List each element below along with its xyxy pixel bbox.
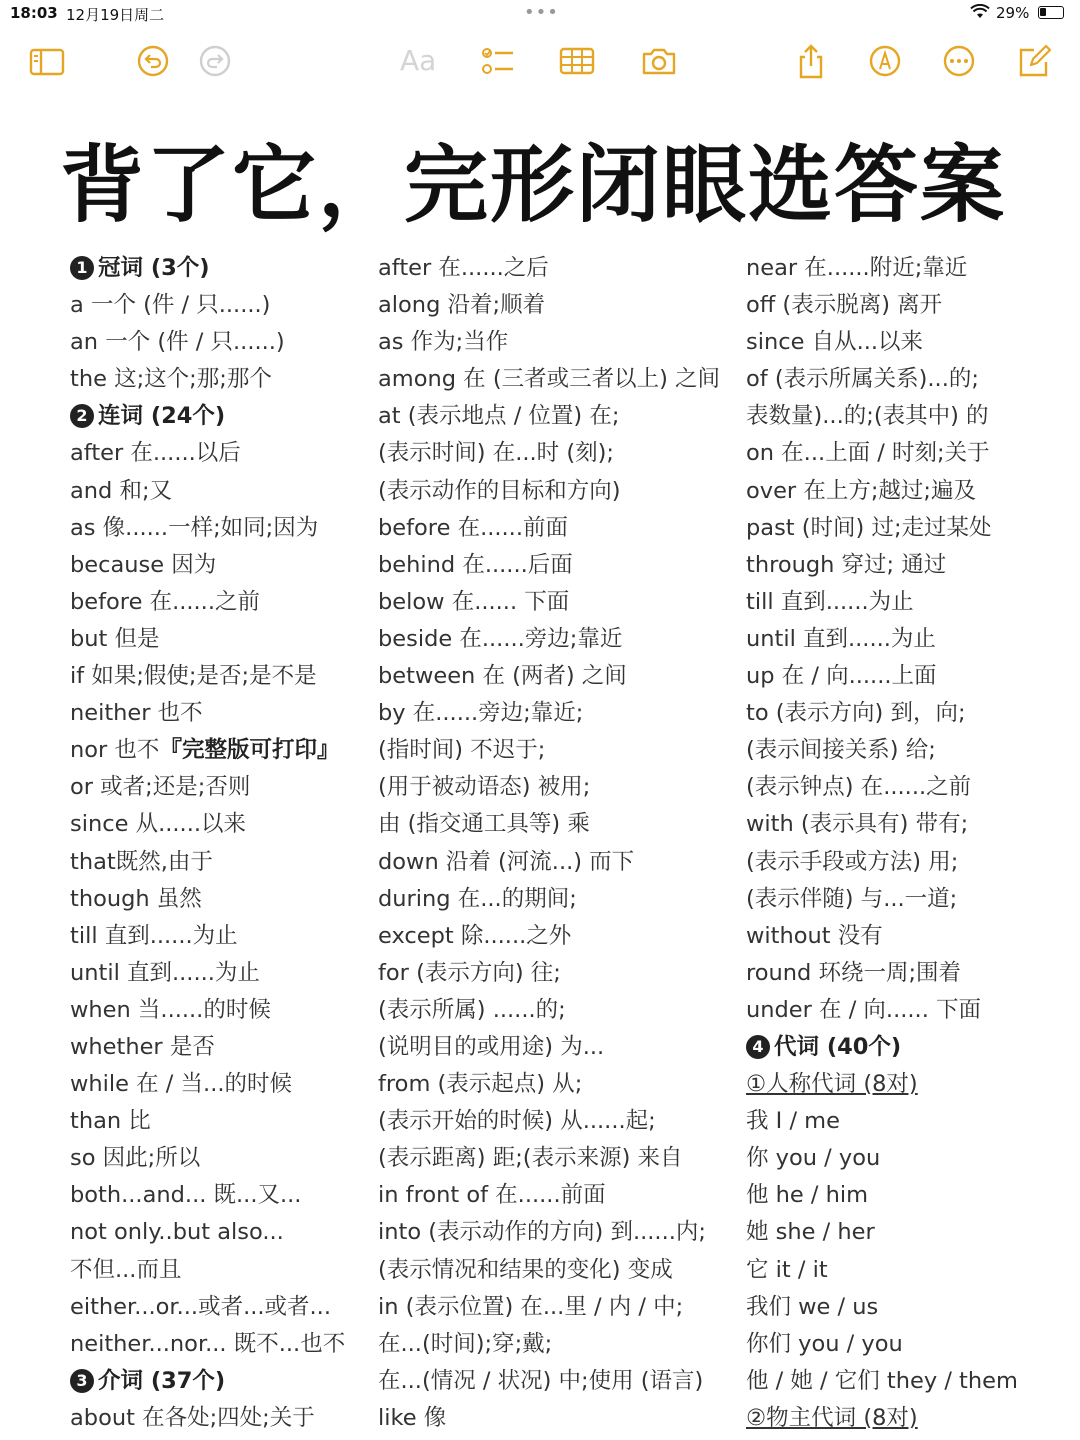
entry-text: during 在...的期间; [378, 885, 577, 912]
entry-text: 不但...而且 [70, 1256, 182, 1283]
undo-icon[interactable] [134, 42, 172, 80]
word-entry [746, 955, 1066, 992]
word-entry [378, 435, 748, 472]
entry-text: since 从......以来 [70, 811, 247, 838]
word-entry [746, 287, 1066, 324]
entry-text: a 一个 (件 / 只......) [70, 292, 271, 319]
redo-icon[interactable] [196, 42, 234, 80]
entry-text: (表示间接关系) 给; [746, 737, 936, 764]
entry-text: while 在 / 当...的时候 [70, 1071, 293, 1098]
entry-text: nor 也不 [70, 737, 160, 764]
word-entry [378, 769, 748, 806]
wifi-icon [970, 4, 990, 23]
entry-text: than 比 [70, 1108, 151, 1135]
word-entry [378, 1289, 748, 1326]
word-entry [378, 955, 748, 992]
entry-text: neither...nor... 既不...也不 [70, 1330, 346, 1357]
entry-text: except 除......之外 [378, 922, 572, 949]
entry-text: beside 在......旁边;靠近 [378, 625, 623, 652]
word-entry [746, 398, 1066, 435]
entry-text: past (时间) 过;走过某处 [746, 514, 992, 541]
multitasking-dots-icon[interactable]: ••• [524, 2, 559, 23]
word-entry [378, 1029, 748, 1066]
word-entry [746, 324, 1066, 361]
entry-text: as 作为;当作 [378, 329, 509, 356]
entry-text: (表示距离) 距;(表示来源) 来自 [378, 1145, 683, 1172]
word-entry [70, 844, 430, 881]
entry-text: in front of 在......前面 [378, 1182, 606, 1209]
status-date: 12月19日周二 [66, 6, 165, 24]
entry-text: at (表示地点 / 位置) 在; [378, 403, 620, 430]
entry-text: near 在......附近;靠近 [746, 255, 968, 281]
entry-text: until 直到......为止 [746, 625, 936, 652]
entry-text: 介词 (37个) [98, 1367, 226, 1394]
entry-text: (表示伴随) 与...一道; [746, 885, 958, 912]
word-entry [70, 547, 430, 584]
word-entry [746, 1289, 1066, 1326]
entry-text: 我们 we / us [746, 1293, 879, 1320]
word-entry [746, 1103, 1066, 1140]
entry-text: if 如果;假使;是否;是不是 [70, 663, 317, 690]
entry-text: 它 it / it [746, 1256, 828, 1283]
word-entry [746, 881, 1066, 918]
word-entry [70, 1400, 430, 1437]
entry-text: 她 she / her [746, 1219, 875, 1246]
word-entry [378, 1177, 748, 1214]
word-entry [746, 844, 1066, 881]
word-entry [70, 361, 430, 398]
entry-text: (表示动作的目标和方向) [378, 477, 621, 504]
word-entry [746, 584, 1066, 621]
entry-text: among 在 (三者或三者以上) 之间 [378, 366, 721, 393]
format-text-button[interactable]: Aa [400, 44, 437, 77]
word-entry [70, 881, 430, 918]
column-3 [746, 250, 1066, 1437]
word-entry [378, 1326, 748, 1363]
word-entry [378, 1066, 748, 1103]
word-entry [378, 250, 748, 287]
entry-text: by 在......旁边;靠近; [378, 700, 584, 727]
word-entry [378, 1363, 748, 1400]
printable-note: 『完整版可打印』 [159, 737, 340, 764]
word-entry [378, 1103, 748, 1140]
word-entry [70, 658, 430, 695]
word-entry [746, 1363, 1066, 1400]
entry-text: without 没有 [746, 922, 883, 949]
entry-text: neither 也不 [70, 700, 203, 727]
word-entry [378, 918, 748, 955]
entry-text: before 在......之前 [70, 588, 260, 615]
entry-text: 你 you / you [746, 1145, 881, 1172]
entry-text: to (表示方向) 到，向; [746, 700, 966, 727]
entry-text: after 在......以后 [70, 440, 241, 467]
entry-text: in (表示位置) 在...里 / 内 / 中; [378, 1293, 684, 1320]
sub-heading [746, 1066, 1066, 1103]
section-heading [746, 1029, 1066, 1066]
entry-text: for (表示方向) 往; [378, 959, 561, 986]
section-heading [70, 1363, 430, 1400]
entry-text: over 在上方;越过;遍及 [746, 477, 976, 504]
word-entry [746, 1140, 1066, 1177]
entry-text: 在...(时间);穿;戴; [378, 1330, 553, 1357]
compose-icon[interactable] [1016, 42, 1054, 80]
entry-text: when 当......的时候 [70, 996, 271, 1023]
entry-text: till 直到......为止 [746, 588, 914, 615]
battery-percent: 29% [996, 4, 1030, 22]
entry-text: after 在......之后 [378, 255, 549, 281]
entry-text: before 在......前面 [378, 514, 568, 541]
section-number-badge: 4 [746, 1035, 770, 1059]
word-entry [70, 1289, 430, 1326]
word-entry [746, 621, 1066, 658]
entry-text: 你们 you / you [746, 1330, 903, 1357]
column-2 [378, 250, 748, 1437]
word-entry [70, 955, 430, 992]
word-entry [70, 1252, 430, 1289]
word-entry [746, 992, 1066, 1029]
entry-text: 他 he / him [746, 1182, 869, 1209]
word-entry [70, 1029, 430, 1066]
word-entry [746, 1177, 1066, 1214]
entry-text: not only..but also... [70, 1219, 284, 1246]
status-bar [0, 0, 1080, 28]
table-icon[interactable] [558, 42, 596, 80]
column-1 [70, 250, 430, 1437]
word-entry [70, 1140, 430, 1177]
word-entry [70, 324, 430, 361]
word-entry [746, 769, 1066, 806]
word-entry [378, 398, 748, 435]
entry-text: 在...(情况 / 状况) 中;使用 (语言) [378, 1367, 704, 1394]
word-entry [378, 584, 748, 621]
section-number-badge: 3 [70, 1369, 94, 1393]
entry-text: so 因此;所以 [70, 1145, 201, 1172]
word-entry [70, 621, 430, 658]
entry-text: below 在...... 下面 [378, 588, 570, 615]
word-entry [70, 510, 430, 547]
entry-text: (表示钟点) 在......之前 [746, 774, 972, 801]
entry-text: along 沿着;顺着 [378, 292, 546, 319]
word-entry [378, 1252, 748, 1289]
entry-text: and 和;又 [70, 477, 173, 504]
entry-text: 表数量)...的;(表其中) 的 [746, 403, 989, 430]
entry-text: with (表示具有) 带有; [746, 811, 969, 838]
word-entry [746, 806, 1066, 843]
section-heading [70, 398, 430, 435]
entry-text: up 在 / 向......上面 [746, 663, 937, 690]
entry-text: of (表示所属关系)...的; [746, 366, 979, 393]
entry-text: or 或者;还是;否则 [70, 774, 251, 801]
word-entry [70, 1214, 430, 1251]
entry-text: until 直到......为止 [70, 959, 260, 986]
entry-text: ②物主代词 (8对) [746, 1404, 918, 1431]
entry-text: down 沿着 (河流...) 而下 [378, 848, 635, 875]
word-entry [746, 547, 1066, 584]
entry-text: from (表示起点) 从; [378, 1071, 583, 1098]
camera-icon[interactable] [640, 42, 678, 80]
word-entry [746, 658, 1066, 695]
entry-text: whether 是否 [70, 1033, 215, 1060]
word-entry [378, 658, 748, 695]
word-entry [378, 621, 748, 658]
entry-text: either...or...或者...或者... [70, 1293, 331, 1320]
word-entry [70, 1326, 430, 1363]
sidebar-icon[interactable] [28, 42, 66, 80]
word-entry [70, 473, 430, 510]
entry-text: between 在 (两者) 之间 [378, 663, 627, 690]
word-entry [70, 695, 430, 732]
entry-text: though 虽然 [70, 885, 202, 912]
entry-text: through 穿过; 通过 [746, 551, 947, 578]
word-entry [378, 881, 748, 918]
note-title: 背了它，完形闭眼选答案 [60, 136, 1007, 234]
word-entry [746, 361, 1066, 398]
word-entry [378, 473, 748, 510]
word-entry [378, 806, 748, 843]
word-entry [378, 844, 748, 881]
section-heading [70, 250, 430, 287]
entry-text: (表示时间) 在...时 (刻); [378, 440, 614, 467]
more-options-icon[interactable] [940, 42, 978, 80]
word-entry [746, 732, 1066, 769]
entry-text: (说明目的或用途) 为... [378, 1033, 605, 1060]
word-entry [746, 1214, 1066, 1251]
word-entry [378, 695, 748, 732]
entry-text: 连词 (24个) [98, 403, 226, 430]
word-entry [378, 510, 748, 547]
entry-text: under 在 / 向...... 下面 [746, 996, 981, 1023]
entry-text: that既然,由于 [70, 848, 213, 875]
entry-text: as 像......一样;如同;因为 [70, 514, 319, 541]
entry-text: the 这;这个;那;那个 [70, 366, 272, 393]
word-entry [378, 324, 748, 361]
word-entry [378, 992, 748, 1029]
entry-text: 由 (指交通工具等) 乘 [378, 811, 590, 838]
word-entry [70, 584, 430, 621]
entry-text: off (表示脱离) 离开 [746, 292, 943, 319]
entry-text: since 自从...以来 [746, 329, 924, 356]
word-entry [70, 806, 430, 843]
word-entry [70, 992, 430, 1029]
word-entry [746, 250, 1066, 287]
word-entry [70, 287, 430, 324]
sub-heading [746, 1400, 1066, 1437]
word-entry [378, 287, 748, 324]
word-entry [70, 918, 430, 955]
word-entry [746, 1326, 1066, 1363]
word-entry [378, 732, 748, 769]
word-entry [378, 1140, 748, 1177]
entry-text: till 直到......为止 [70, 922, 238, 949]
entry-text: ①人称代词 (8对) [746, 1071, 918, 1098]
word-entry [746, 510, 1066, 547]
notes-toolbar [0, 38, 1080, 84]
word-entry [70, 435, 430, 472]
battery-icon [1038, 6, 1064, 19]
word-entry [378, 361, 748, 398]
word-entry [378, 1214, 748, 1251]
markup-pen-icon[interactable] [866, 42, 904, 80]
entry-text: (用于被动语态) 被用; [378, 774, 591, 801]
word-entry [746, 473, 1066, 510]
section-number-badge: 1 [70, 256, 94, 280]
entry-text: like 像 [378, 1404, 447, 1431]
entry-text: 代词 (40个) [774, 1033, 902, 1060]
word-entry [378, 1400, 748, 1437]
entry-text: into (表示动作的方向) 到......内; [378, 1219, 706, 1246]
word-entry [746, 435, 1066, 472]
entry-text: because 因为 [70, 551, 217, 578]
entry-text: on 在...上面 / 时刻;关于 [746, 440, 990, 467]
entry-text: about 在各处;四处;关于 [70, 1404, 315, 1431]
word-entry [746, 918, 1066, 955]
word-entry [70, 769, 430, 806]
entry-text: an 一个 (件 / 只......) [70, 329, 285, 356]
entry-text: round 环绕一周;围着 [746, 959, 962, 986]
entry-text: (指时间) 不迟于; [378, 737, 546, 764]
entry-text: 我 I / me [746, 1108, 840, 1135]
section-number-badge: 2 [70, 404, 94, 428]
entry-text: behind 在......后面 [378, 551, 573, 578]
entry-text: 冠词 (3个) [98, 255, 210, 281]
checklist-icon[interactable] [478, 42, 516, 80]
word-entry [378, 547, 748, 584]
entry-text: but 但是 [70, 625, 160, 652]
entry-text: (表示所属) ......的; [378, 996, 566, 1023]
share-icon[interactable] [792, 42, 830, 80]
entry-text: 他 / 她 / 它们 they / them [746, 1367, 1018, 1394]
word-entry [70, 732, 430, 769]
status-time: 18:03 [10, 4, 58, 22]
entry-text: (表示手段或方法) 用; [746, 848, 959, 875]
word-entry [746, 695, 1066, 732]
entry-text: (表示开始的时候) 从......起; [378, 1108, 656, 1135]
word-entry [70, 1177, 430, 1214]
word-entry [746, 1252, 1066, 1289]
entry-text: both...and... 既...又... [70, 1182, 302, 1209]
word-entry [70, 1103, 430, 1140]
word-entry [70, 1066, 430, 1103]
entry-text: (表示情况和结果的变化) 变成 [378, 1256, 673, 1283]
